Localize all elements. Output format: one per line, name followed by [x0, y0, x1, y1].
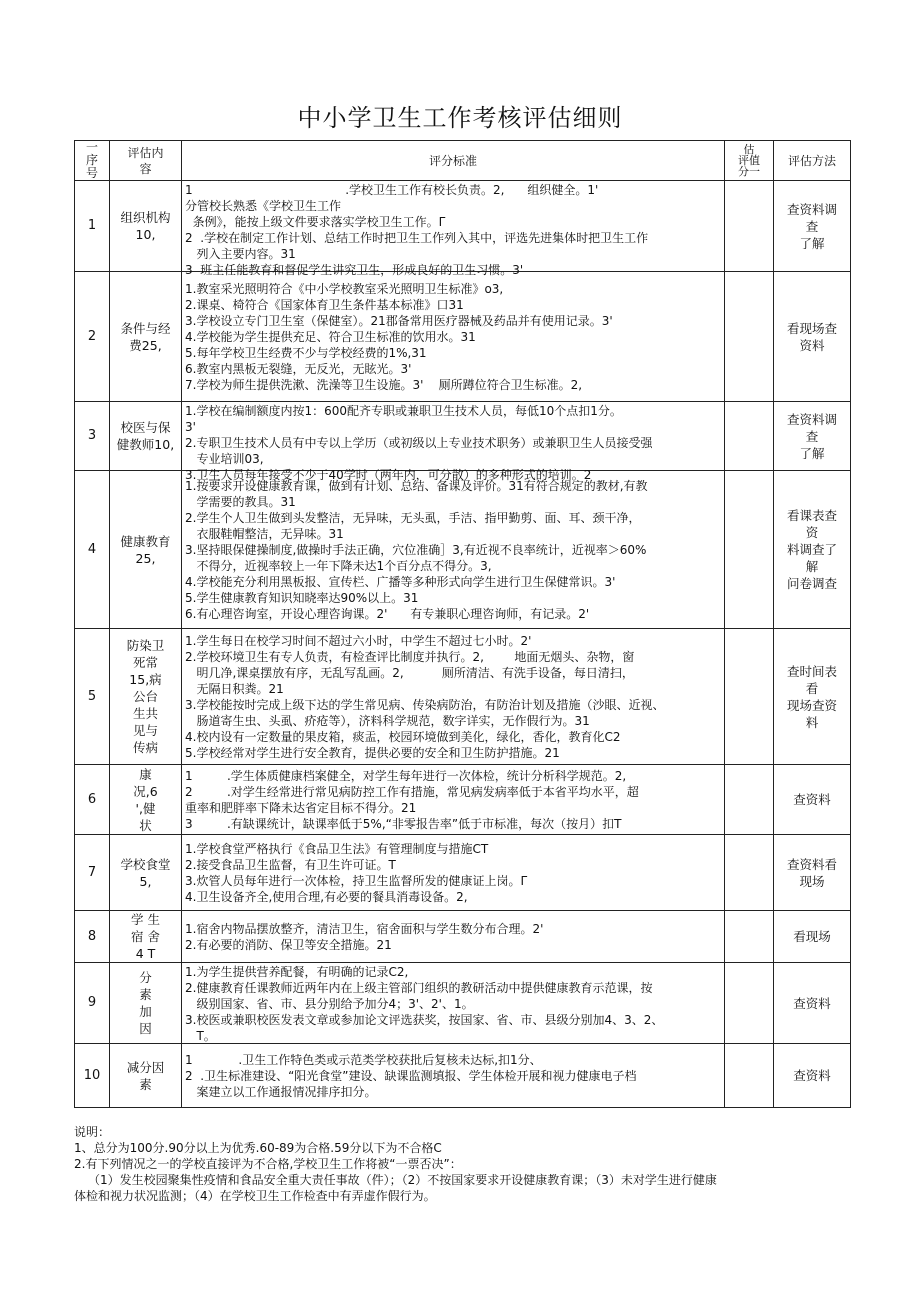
row-number: 8: [75, 911, 110, 963]
standard-line: 1.为学生提供营养配餐，有明确的记录C2,: [185, 965, 409, 979]
header-method: 评估方法: [774, 141, 851, 181]
row-score: [725, 911, 774, 963]
standard-line: 5.学校经常对学生进行安全教育，提供必要的安全和卫生防护措施。21: [185, 745, 560, 760]
table-row: [75, 963, 851, 1044]
standard-line: 1.按要求开设健康教育课，做到有计划、总结、备课及评价。31有符合规定的教材,有教: [185, 478, 648, 493]
table-row: [75, 911, 851, 963]
standard-line: 3.卫生人员每年接受不少于40学时（两年内，可分散）的多种形式的培训。2: [185, 468, 592, 482]
row-item: 分 素 加 因: [110, 963, 182, 1044]
page-title: 中小学卫生工作考核评估细则: [297, 104, 623, 132]
row-method: 查资料: [774, 1044, 851, 1108]
standard-line: 专业培训03,: [185, 452, 264, 466]
standard-line: 2 .学校在制定工作计划、总结工作时把卫生工作列入其中，评选先进集体时把卫生工作: [185, 231, 649, 245]
row-item: 健康教育 25,: [110, 471, 182, 629]
notes-line-2: 2.有下列情况之一的学校直接评为不合格,学校卫生工作将被“一票否决”：: [74, 1157, 462, 1171]
table-row: [75, 181, 851, 272]
standard-line: 3.炊管人员每年进行一次体检，持卫生监督所发的健康证上岗。Г: [185, 873, 528, 888]
table-row: [75, 765, 851, 835]
notes-line-4: 体检和视力状况监测；（4）在学校卫生工作检查中有弄虚作假行为。: [74, 1189, 436, 1203]
row-method: 看现场查 资料: [774, 272, 851, 402]
row-score: [725, 272, 774, 402]
row-item: 学校食堂 5,: [110, 835, 182, 911]
row-method: 看课表查资 料调查了解 问卷调查: [774, 471, 851, 629]
standard-line: 2.有必要的消防、保卫等安全措施。21: [185, 937, 392, 952]
standard-line: 3': [185, 420, 196, 434]
standard-line: 案建立以工作通报情况排序扣分。: [185, 1084, 377, 1099]
row-method: 查资料: [774, 963, 851, 1044]
row-number: 6: [75, 765, 110, 835]
standard-line: 肠道寄生虫、头虱、疥疮等），济料科学规范，数字详实，无作假行为。31: [185, 713, 590, 728]
standard-line: 条例》，能按上级文件要求落实学校卫生工作。Г: [185, 215, 446, 229]
standard-line: 无隔日积粪。21: [185, 681, 284, 696]
standard-line: 4.卫生设备齐全,使用合理,有必要的餐具消毒设备。2,: [185, 889, 468, 904]
header-item: 评估内 容: [110, 141, 182, 181]
header-score: 估 评值 分一: [725, 141, 774, 181]
row-method: 查资料: [774, 765, 851, 835]
row-item: 组织机构 10,: [110, 181, 182, 272]
row-score: [725, 765, 774, 835]
standard-line: 1.学校食堂严格执行《食品卫生法》有管理制度与措施CT: [185, 841, 489, 856]
standard-line: 3.学校能按时完成上级下达的学生常见病、传染病防治，有防治计划及措施（沙眼、近视、: [185, 697, 665, 712]
row-number: 9: [75, 963, 110, 1044]
standard-line: 6.有心理咨询室，开设心理咨询课。2' 有专兼职心理咨询师，有记录。2': [185, 606, 590, 621]
standard-line: 明几净,课桌摆放有序，无乱写乱画。2, 厕所清洁、有洗手设备，每日清扫，: [185, 665, 634, 680]
standard-line: 重率和肥胖率下降未达省定目标不得分。21: [185, 800, 417, 815]
standard-line: 不得分，近视率较上一年下降未达1个百分点不得分。3,: [185, 558, 492, 573]
standard-line: 级别国家、省、市、县分别给予加分4；3'、2'、1。: [185, 997, 474, 1011]
table-row: [75, 471, 851, 629]
standard-line: 2.专职卫生技术人员有中专以上学历（或初级以上专业技术职务）或兼职卫生人员接受强: [185, 436, 653, 450]
row-standard: [182, 765, 725, 835]
standard-line: 1.学生每日在校学习时间不超过六小时，中学生不超过七小时。2': [185, 633, 532, 648]
row-score: [725, 402, 774, 471]
row-standard: [182, 1044, 725, 1108]
table-row: [75, 629, 851, 765]
header-row: [75, 141, 851, 181]
row-standard: [182, 402, 725, 482]
row-item: 防染卫 死常 15,病 公台 生共 见与 传病: [110, 629, 182, 765]
row-score: [725, 629, 774, 765]
row-item: 减分因 素: [110, 1044, 182, 1108]
row-number: 3: [75, 402, 110, 471]
standard-line: 分管校长熟悉《学校卫生工作: [185, 199, 342, 213]
row-number: 4: [75, 471, 110, 629]
standard-line: 1.教室采光照明符合《中小学校教室采光照明卫生标准》o3,: [185, 281, 504, 296]
row-number: 5: [75, 629, 110, 765]
standard-line: 2 .对学生经常进行常见病防控工作有措施，常见病发病率低于本省平均水平，超: [185, 784, 639, 799]
standard-line: 衣服鞋帽整洁，无异味。31: [185, 526, 344, 541]
row-standard: [182, 963, 725, 1044]
row-standard: [182, 471, 725, 629]
standard-line: 2.健康教育任课教师近两年内在上级主管部门组织的教研活动中提供健康教育示范课，按: [185, 981, 653, 995]
standard-line: 1.学校在编制额度内按1：600配齐专职或兼职卫生技术人员，每低10个点扣1分。: [185, 404, 622, 418]
standard-line: 2 .卫生标准建设、“阳光食堂”建设、缺课监测填报、学生体检开展和视力健康电子档: [185, 1068, 637, 1083]
table-row: [75, 402, 851, 471]
header-no: 一 序 号: [75, 141, 110, 181]
row-number: 10: [75, 1044, 110, 1108]
row-score: [725, 835, 774, 911]
notes: [74, 1124, 850, 1204]
row-standard: [182, 272, 725, 402]
standard-line: 5.学生健康教育知识知晓率达90%以上。31: [185, 590, 419, 605]
row-method: 看现场: [774, 911, 851, 963]
standard-line: 6.教室内黑板无裂缝，无反光，无眩光。3': [185, 361, 412, 376]
notes-line-1: 1、总分为100分.90分以上为优秀.60-89为合格.59分以下为不合格C: [74, 1141, 442, 1155]
standard-line: 2.课桌、椅符合《国家体育卫生条件基本标准》口31: [185, 297, 464, 312]
row-standard: [182, 181, 725, 277]
standard-line: 3.校医或兼职校医发表文章或参加论文评选获奖，按国家、省、市、县级分别加4、3、2、: [185, 1013, 664, 1027]
standard-line: 1 .学校卫生工作有校长负责。2, 组织健全。1': [185, 183, 599, 197]
row-number: 2: [75, 272, 110, 402]
row-standard: [182, 835, 725, 911]
standard-line: 列入主要内容。31: [185, 247, 296, 261]
standard-line: 3.学校设立专门卫生室（保健室）。21郡备常用医疗器械及药品并有使用记录。3': [185, 313, 613, 328]
standard-line: 3 班主任能教育和督促学生讲究卫生，形成良好的卫生习惯。3': [185, 263, 524, 277]
table-row: [75, 1044, 851, 1108]
row-item: 学 生 宿 舍 4 T: [110, 911, 182, 963]
standard-line: 4.校内设有一定数量的果皮箱，痰盂，校园环境做到美化，绿化，香化，教育化C2: [185, 729, 621, 744]
row-score: [725, 963, 774, 1044]
standard-line: 1 .卫生工作特色类或示范类学校获批后复核未达标,扣1分、: [185, 1052, 542, 1067]
row-standard: [182, 911, 725, 963]
row-score: [725, 471, 774, 629]
standard-line: 1.宿舍内物品摆放整齐，清洁卫生，宿舍面积与学生数分布合理。2': [185, 921, 544, 936]
standard-line: 5.每年学校卫生经费不少与学校经费的1%,31: [185, 345, 427, 360]
standard-line: T。: [185, 1029, 216, 1043]
row-method: 查资料调查 了解: [774, 402, 851, 471]
table-row: [75, 835, 851, 911]
header-standard: 评分标准: [182, 141, 725, 181]
standard-line: 4.学校能充分利用黑板报、宣传栏、广播等多种形式向学生进行卫生保健常识。3': [185, 574, 616, 589]
standard-line: 学需要的教具。31: [185, 494, 296, 509]
row-standard: [182, 629, 725, 765]
row-method: 查资料调查 了解: [774, 181, 851, 272]
standard-line: 1 .学生体质健康档案健全，对学生每年进行一次体检，统计分析科学规范。2,: [185, 768, 627, 783]
standard-line: 2.学生个人卫生做到头发整洁，无异味，无头虱，手洁、指甲勤剪、面、耳、颈干净，: [185, 510, 641, 525]
standard-line: 3 .有缺课统计，缺课率低于5%,“非零报告率”低于市标准，每次（按月）扣T: [185, 816, 622, 831]
row-score: [725, 1044, 774, 1108]
notes-heading: 说明：: [74, 1125, 111, 1139]
row-item: 校医与保 健教师10,: [110, 402, 182, 471]
row-number: 7: [75, 835, 110, 911]
standard-line: 2.接受食品卫生监督，有卫生许可证。T: [185, 857, 396, 872]
row-item: 康 况,6 ',健 状: [110, 765, 182, 835]
assessment-table: [74, 140, 851, 1108]
notes-line-3: （1）发生校园聚集性疫情和食品安全重大责任事故（件）；（2）不按国家要求开设健康教育课；（3）未对学生进行健康: [88, 1173, 717, 1187]
row-method: 查资料看 现场: [774, 835, 851, 911]
standard-line: 3.坚持眼保健操制度,做操时手法正确，穴位准确］3,有近视不良率统计，近视率＞60%: [185, 542, 647, 557]
row-item: 条件与经 费25,: [110, 272, 182, 402]
row-score: [725, 181, 774, 272]
standard-line: 2.学校环境卫生有专人负责，有检查评比制度并执行。2, 地面无烟头、杂物，窗: [185, 649, 635, 664]
row-method: 查时间表看 现场查资料: [774, 629, 851, 765]
standard-line: 7.学校为师生提供洗漱、洗澡等卫生设施。3' 厕所蹲位符合卫生标准。2,: [185, 377, 583, 392]
table-row: [75, 272, 851, 402]
row-number: 1: [75, 181, 110, 272]
standard-line: 4.学校能为学生提供充足、符合卫生标准的饮用水。31: [185, 329, 476, 344]
